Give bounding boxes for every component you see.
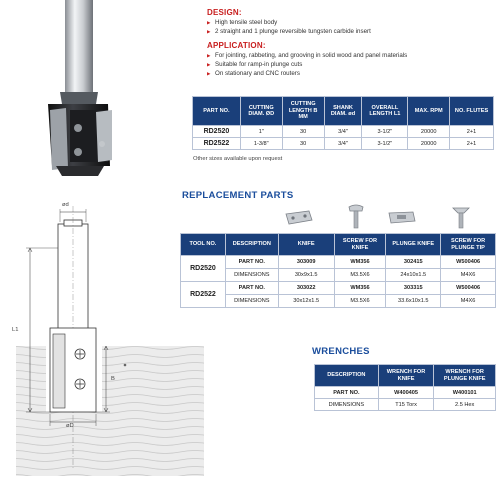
repl-header-plunge-knife: PLUNGE KNIFE: [386, 234, 441, 256]
repl-header-tool: TOOL NO.: [181, 234, 226, 256]
design-item: ▶ 2 straight and 1 plunge reversible tungsten carbide insert: [207, 27, 497, 36]
repl-cell: 24x10x1.5: [386, 269, 441, 282]
repl-cell: 303022: [278, 282, 334, 295]
table-row: [181, 269, 496, 282]
specs-note: Other sizes available upon request: [193, 156, 283, 162]
wrench-cell: T15 Torx: [378, 399, 434, 411]
repl-cell: M4X6: [441, 295, 496, 308]
wrenches-title: WRENCHES: [312, 346, 370, 357]
specs-cell: 2+1: [450, 126, 494, 138]
specs-cell: 20000: [408, 126, 450, 138]
repl-cell: PART NO.: [225, 256, 278, 269]
repl-cell: W500406: [441, 256, 496, 269]
repl-header-knife: KNIFE: [278, 234, 334, 256]
repl-cell: W500406: [441, 282, 496, 295]
wrench-header-plunge: WRENCH FOR PLUNGE KNIFE: [434, 365, 496, 387]
application-item: ▶ For jointing, rabbeting, and grooving in solid wood and panel materials: [207, 51, 497, 60]
plunge-knife-icon: [386, 208, 418, 228]
plunge-screw-icon: [452, 206, 470, 230]
wrench-cell: 2.5 Hex: [434, 399, 496, 411]
repl-cell: PART NO.: [225, 282, 278, 295]
repl-cell: 30x9x1.5: [278, 269, 334, 282]
table-row: [315, 387, 496, 399]
specs-header-cut-diam: CUTTING DIAM. ØD: [240, 97, 282, 126]
label-cutting-length: B: [111, 376, 115, 382]
specs-cell: 1": [240, 126, 282, 138]
repl-cell: DIMENSIONS: [225, 295, 278, 308]
wrench-header-knife: WRENCH FOR KNIFE: [378, 365, 434, 387]
repl-cell: M4X6: [441, 269, 496, 282]
repl-cell: DIMENSIONS: [225, 269, 278, 282]
specs-cell: 2+1: [450, 138, 494, 150]
repl-cell: 303009: [278, 256, 334, 269]
table-row: [181, 295, 496, 308]
specs-cell: 3/4": [324, 126, 362, 138]
replacement-table: [180, 233, 496, 308]
replacement-title: REPLACEMENT PARTS: [182, 190, 294, 201]
specs-cell: 3/4": [324, 138, 362, 150]
specs-cell: 20000: [408, 138, 450, 150]
specs-cell: RD2522: [193, 138, 241, 150]
design-title: DESIGN:: [207, 8, 242, 17]
specs-cell: 1-3/8": [240, 138, 282, 150]
repl-cell: 303315: [386, 282, 441, 295]
technical-drawing: [0, 200, 205, 479]
repl-header-desc: DESCRIPTION: [225, 234, 278, 256]
specs-cell: 30: [282, 126, 324, 138]
router-bit-photo: [30, 0, 130, 185]
specs-cell: 30: [282, 138, 324, 150]
wrench-cell: W400405: [378, 387, 434, 399]
table-row: [193, 126, 494, 138]
design-list: [207, 18, 497, 36]
wrench-cell: PART NO.: [315, 387, 379, 399]
repl-cell: M3.5X6: [334, 269, 386, 282]
application-list: [207, 51, 497, 78]
wrench-header-desc: DESCRIPTION: [315, 365, 379, 387]
application-title: APPLICATION:: [207, 41, 266, 50]
table-row: [181, 282, 496, 295]
specs-cell: 3-1/2": [362, 138, 408, 150]
screw-icon: [347, 204, 365, 230]
table-row: [193, 138, 494, 150]
specs-cell: 3-1/2": [362, 126, 408, 138]
specs-table: [192, 96, 494, 150]
repl-cell: 302415: [386, 256, 441, 269]
repl-cell: M3.5X6: [334, 295, 386, 308]
application-item: ▶ Suitable for ramp-in plunge cuts: [207, 60, 497, 69]
specs-header-overall: OVERALL LENGTH L1: [362, 97, 408, 126]
repl-cell: WM356: [334, 282, 386, 295]
specs-header-cut-length: CUTTING LENGTH B MM: [282, 97, 324, 126]
application-item: ▶ On stationary and CNC routers: [207, 69, 497, 78]
wrenches-table: [314, 364, 496, 411]
repl-cell: 30x12x1.5: [278, 295, 334, 308]
repl-cell: WM356: [334, 256, 386, 269]
repl-tool-cell: RD2522: [181, 282, 226, 308]
specs-cell: RD2520: [193, 126, 241, 138]
knife-insert-icon: [283, 208, 315, 228]
specs-header-flutes: NO. FLUTES: [450, 97, 494, 126]
repl-tool-cell: RD2520: [181, 256, 226, 282]
design-item: ▶ High tensile steel body: [207, 18, 497, 27]
repl-cell: 33.6x10x1.5: [386, 295, 441, 308]
wrench-cell: W400101: [434, 387, 496, 399]
wrench-cell: DIMENSIONS: [315, 399, 379, 411]
label-overall-length: L1: [12, 327, 19, 333]
table-row: [315, 399, 496, 411]
specs-header-part: PART NO.: [193, 97, 241, 126]
table-row: [181, 256, 496, 269]
specs-header-rpm: MAX. RPM: [408, 97, 450, 126]
specs-header-shank: SHANK DIAM. ød: [324, 97, 362, 126]
label-shank-diam: ød: [62, 202, 69, 208]
repl-header-screw-plunge: SCREW FOR PLUNGE TIP: [441, 234, 496, 256]
repl-header-screw-knife: SCREW FOR KNIFE: [334, 234, 386, 256]
label-cutting-diam: øD: [66, 423, 74, 429]
